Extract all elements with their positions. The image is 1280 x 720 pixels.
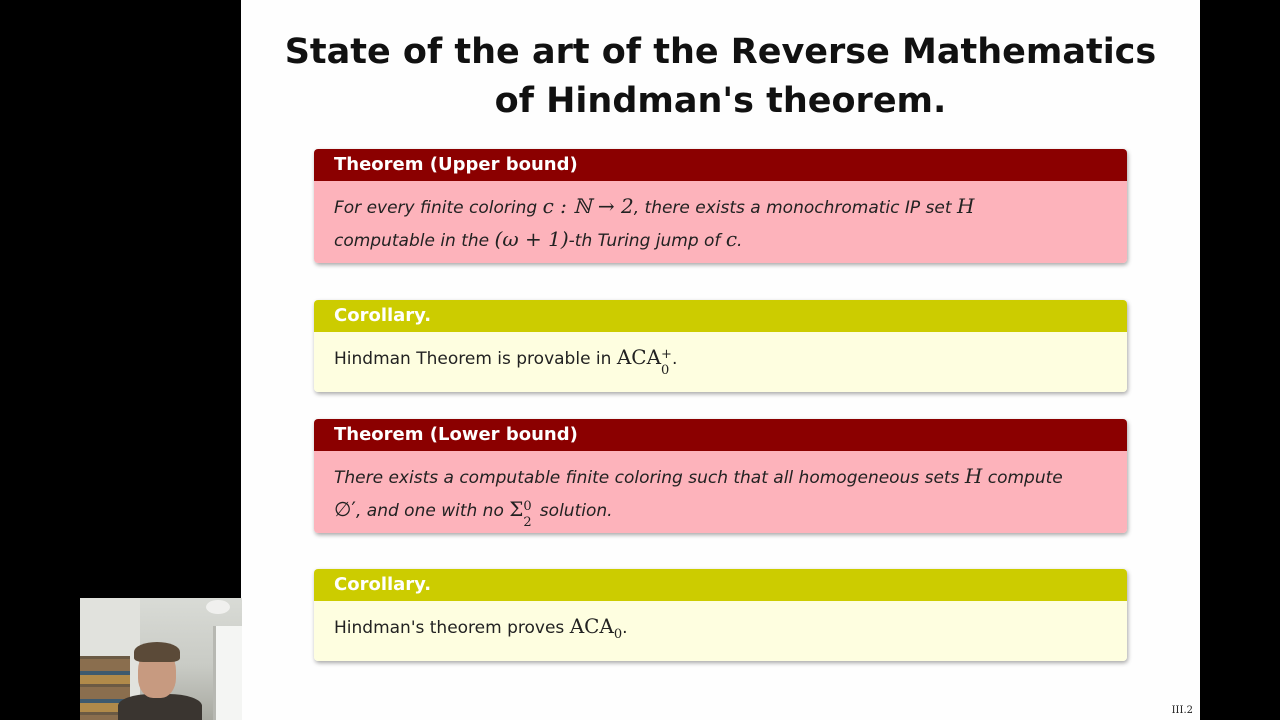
theorem-lower-bound-block [314,419,1127,533]
corollary-2-block [314,569,1127,661]
slide-title-line-2: of Hindman's theorem. [494,81,947,121]
body-text: . [672,349,678,369]
body-text: compute [982,468,1063,488]
theorem-lower-bound-line-1 [334,461,1107,494]
body-text: Hindman's theorem proves [334,618,570,638]
theorem-upper-bound-line-1 [334,191,1107,224]
theorem-lower-bound-line-2 [334,494,1107,530]
math-sup-sub [661,347,672,378]
corollary-1-block [314,300,1127,392]
math-aca: ACA [616,345,662,369]
math-aca: ACA [569,614,614,638]
body-text: -th Turing jump of [568,231,726,251]
presentation-slide [241,0,1200,720]
math-set-h: H [964,464,983,488]
corollary-1-header: Corollary. [314,300,1127,332]
math-omega-plus-one: (ω + 1) [494,227,569,251]
body-text: Hindman Theorem is provable in [334,349,617,369]
body-text: , and one with no [355,501,510,521]
body-text: , there exists a monochromatic IP set [633,198,957,218]
math-superscript: + [661,347,672,362]
ceiling-lamp [206,600,230,614]
math-set-h: H [956,194,975,218]
math-subscript: 0 [613,627,623,642]
math-sigma: Σ [509,497,524,521]
presenter-hair [134,642,180,662]
math-superscript: 0 [523,499,532,514]
theorem-lower-bound-header: Theorem (Lower bound) [314,419,1127,451]
body-text: . [622,618,628,638]
body-text: There exists a computable finite coloring such that all homogeneous sets [334,468,965,488]
theorem-upper-bound-header: Theorem (Upper bound) [314,149,1127,181]
math-emptyset-jump: ∅′ [334,497,356,521]
body-text: computable in the [334,231,495,251]
frame-number: III.2 [1171,705,1193,716]
math-subscript: 0 [661,363,670,378]
corollary-2-header: Corollary. [314,569,1127,601]
math-subscript: 2 [523,515,532,530]
theorem-upper-bound-body [314,181,1127,263]
body-text: . [737,231,743,251]
theorem-upper-bound-block [314,149,1127,263]
slide-title [241,28,1200,126]
math-coloring: c : ℕ → 2 [542,194,634,218]
presenter-video-icon [80,598,242,720]
theorem-lower-bound-body [314,451,1127,533]
theorem-upper-bound-line-2 [334,224,1107,257]
corollary-1-body [314,332,1127,392]
math-c: c [725,227,738,251]
corollary-2-body [314,601,1127,661]
body-text: For every finite coloring [334,198,543,218]
math-sup-sub [523,499,534,530]
body-text: solution. [534,501,613,521]
slide-title-line-1: State of the art of the Reverse Mathematics [284,32,1157,72]
window [213,626,242,720]
